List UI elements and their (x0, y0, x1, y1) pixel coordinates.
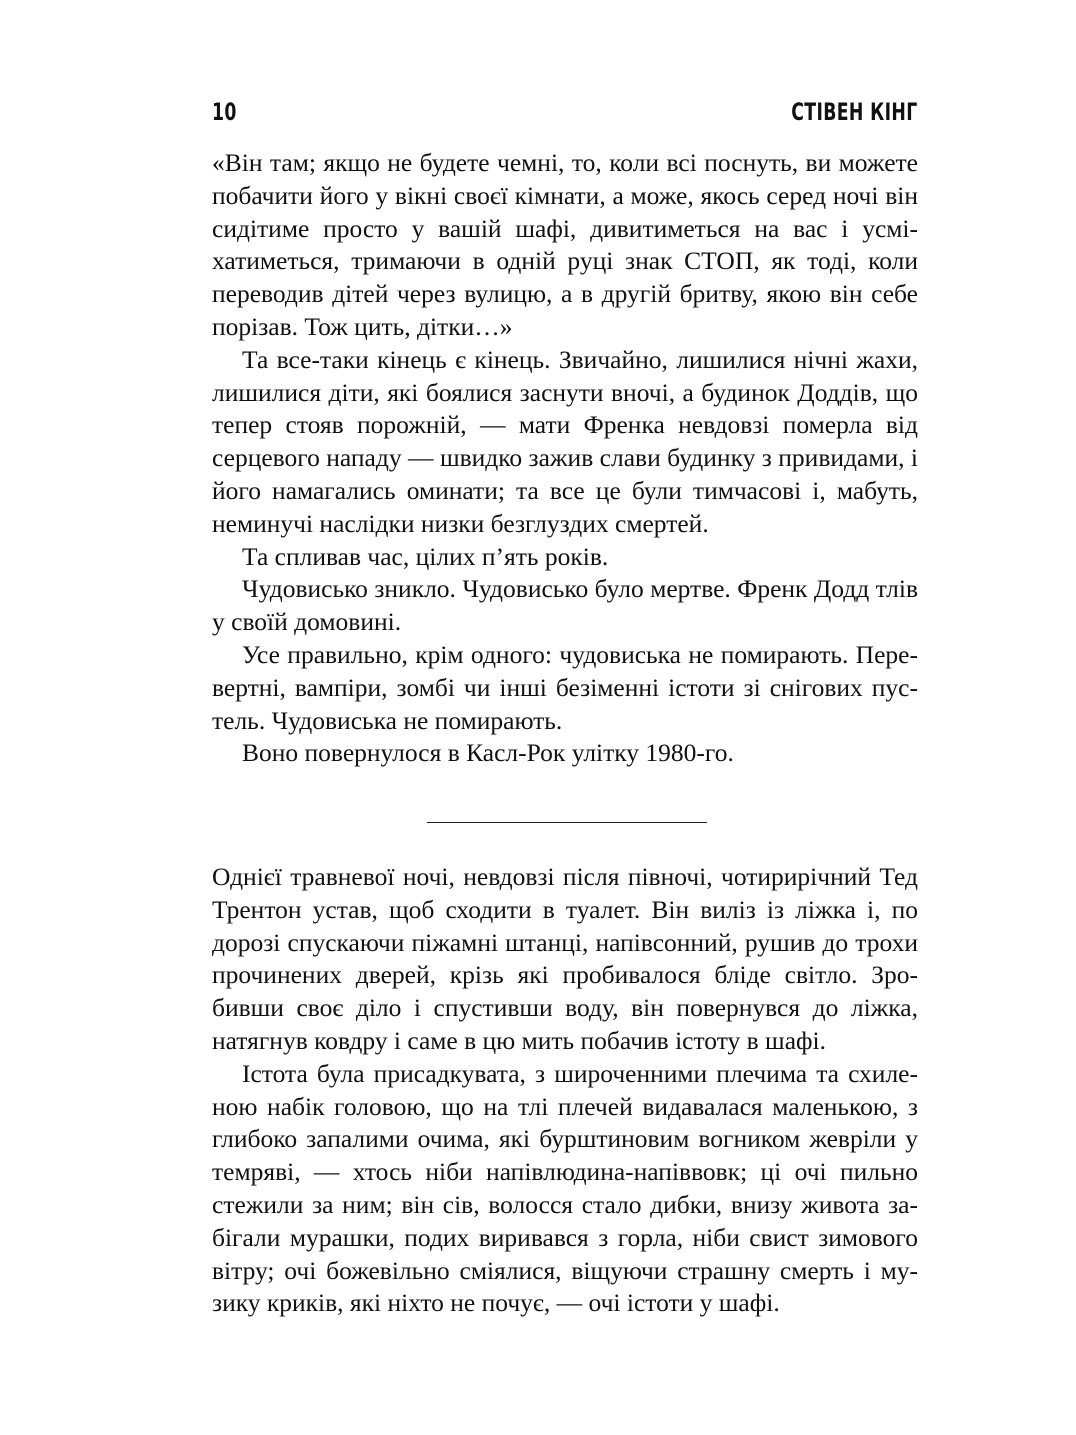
section-divider (427, 822, 707, 823)
paragraph: Однієї травневої ночі, невдовзі після півночі, чотирирічний Тед Трентон устав, щоб сходити в туалет. Він виліз із ліжка і, по дорозі спускаючи піжамні штанці, напівсонний, рушив до трохи прочинених дверей, крізь які пробивалося бліде світло. Зробивши своє діло і спустивши воду, він повернувся до ліжка, натягнув ковдру і саме в цю мить побачив істоту в шафі. (212, 862, 918, 1055)
section-one-text (212, 147, 918, 770)
paragraph: «Він там; якщо не будете чемні, то, коли всі поснуть, ви можете побачити його у вікні своєї кімнати, а може, якось серед ночі він сидітиме просто у вашій шафі, дивитиметься на вас і усміхатиметься, тримаючи в одній руці знак СТОП, як тоді, коли переводив дітей через вулицю, а в другій бритву, якою він себе порізав. Тож цить, дітки…» (212, 148, 918, 341)
paragraph: Істота була присадкувата, з широченними плечима та схиленою набік головою, що на тлі плечей видавалася маленькою, з глибоко запалими очима, які бурштиновим вогником жевріли у темряві, — хтось ніби напівлюдина-напіввовк; ці очі пильно стежили за ним; він сів, волосся стало дибки, внизу живота забігали мурашки, подих виривався з горла, ніби свист зимового вітру; очі божевільно сміялися, віщуючи страшну смерть і музику криків, які ніхто не почує, — очі істоти у шафі. (212, 1058, 918, 1318)
running-header (212, 86, 918, 126)
paragraph: Воно повернулося в Касл-Рок улітку 1980-го. (242, 738, 734, 768)
running-head-author: СТІВЕН КІНГ (791, 98, 918, 126)
page-number: 10 (212, 98, 237, 126)
paragraph: Та все-таки кінець є кінець. Звичайно, лишилися нічні жахи, лишилися діти, які боялися заснути вночі, а будинок Доддів, що тепер стояв порожній, — мати Френка невдовзі померла від серцевого нападу — швидко зажив слави будинку з привидами, і його намагались оминати; та все це були тимчасові і, мабуть, неминучі наслідки низки безглуздих смертей. (212, 344, 918, 538)
paragraph: Та спливав час, цілих п’ять років. (242, 541, 609, 571)
paragraph: Усе правильно, крім одного: чудовиська не помирають. Перевертні, вампіри, зомбі чи інші безіменні істоти зі снігових пустель. Чудовиська не помирають. (212, 639, 918, 735)
paragraph: Чудовисько зникло. Чудовисько було мертве. Френк Додд тлів у своїй домовині. (212, 574, 918, 637)
section-two-text (212, 861, 918, 1320)
